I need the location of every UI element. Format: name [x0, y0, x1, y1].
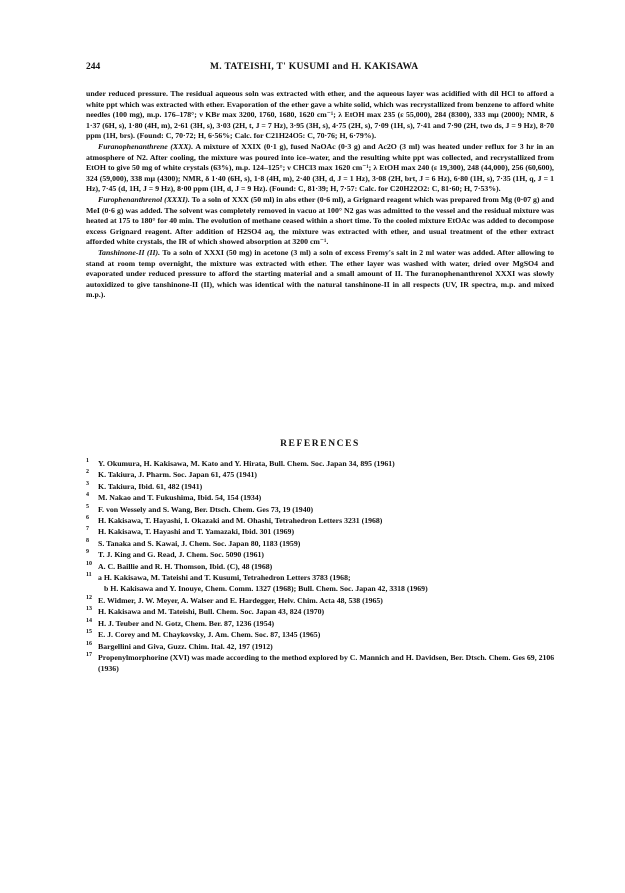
reference-item: 10 A. C. Baillie and R. H. Thomson, Ibid. (C), 48 (1968) — [86, 560, 273, 571]
paragraph-lead: Tanshinone-II (II). — [98, 247, 161, 257]
reference-number: 2 — [86, 469, 89, 476]
reference-item: 6 H. Kakisawa, T. Hayashi, I. Okazaki and M. Ohashi, Tetrahedron Letters 3231 (1968) — [86, 515, 383, 526]
reference-item: 3 K. Takiura, Ibid. 61, 482 (1941) — [86, 480, 203, 491]
paragraph-lead: Furanophenanthrene (XXX). — [98, 141, 194, 151]
reference-number: 10 — [86, 560, 92, 567]
reference-item: 11 a H. Kakisawa, M. Tateishi and T. Kusumi, Tetrahedron Letters 3783 (1968; — [86, 572, 351, 583]
reference-subitem: b H. Kakisawa and Y. Inouye, Chem. Comm. 1327 (1968); Bull. Chem. Soc. Japan 42, 3318 (1969) — [104, 584, 428, 594]
body-paragraph: Furophenanthrenol (XXXI). To a soln of XXX (50 ml) in abs ether (0·6 ml), a Grignard reagent which was prepared from Mg (0·07 g) and MeI (0·6 g) was added. The solvent was completely removed in vacuo at 100° N2 gas was admitted to the vessel and the residual mixture was heated at 175 to 180° for 40 min. The evolution of methane ceased within a short time. To the cooled mixture EtOAc was added to decompose excess Grignard reagent. After addition of H2SO4 aq, the mixture was extracted with ether, and usual treatment of the ether extract afforded white crystals, the IR of which showed absorption at 3200 cm⁻¹. — [86, 194, 554, 247]
running-head: M. TATEISHI, T' KUSUMI and H. KAKISAWA — [210, 62, 419, 72]
reference-item: 1 Y. Okumura, H. Kakisawa, M. Kato and Y. Hirata, Bull. Chem. Soc. Japan 34, 895 (1961) — [86, 458, 395, 468]
reference-number: 9 — [86, 549, 89, 556]
body-paragraph: Furanophenanthrene (XXX). A mixture of XXIX (0·1 g), fused NaOAc (0·3 g) and Ac2O (3 ml) was heated under reflux for 3 hr in an atmosphere of N2. After cooling, the mixture was poured into ice–water, and the resulting white ppt was collected, and recrystallized from EtOH to give 50 mg of white crystals (63%), m.p. 124–125°; ν CHCl3 max 1620 cm⁻¹; λ EtOH max 240 (ε 19,300), 248 (44,000), 256 (60,600), 324 (59,000), 338 mμ (4300); NMR, δ 1·40 (6H, s), 1·8 (4H, m), 2·40 (3H, d, J = 1 Hz), 3·08 (2H, brt, J = 6 Hz), 6·80 (1H, s), 7·35 (1H, q, J = 1 Hz), 7·45 (d, 1H, J = 9 Hz), 8·00 ppm (1H, d, J = 9 Hz). (Found: C, 81·39; H, 7·57: Calc. for C20H22O2: C, 81·60; H, 7·53%). — [86, 141, 554, 194]
reference-number: 3 — [86, 480, 89, 487]
reference-number: 16 — [86, 640, 92, 647]
reference-item: 2 K. Takiura, J. Pharm. Soc. Japan 61, 475 (1941) — [86, 469, 257, 480]
body-paragraph: under reduced pressure. The residual aqueous soln was extracted with ether, and the aqueous layer was acidified with dil HCl to afford a white ppt which was extracted with ether. Evaporation of the ether gave a white solid, which was recrystallized from benzene to afford white needles (100 mg), m.p. 176–178°; ν KBr max 3200, 1760, 1680, 1620 cm⁻¹; λ EtOH max 235 (ε 55,000), 284 (8300), 333 mμ (2000); NMR, δ 1·37 (6H, s), 1·80 (4H, m), 2·61 (3H, s), 3·03 (2H, t, J = 7 Hz), 3·95 (3H, s), 4·75 (2H, s), 7·09 (1H, s), 7·41 and 7·90 (2H, two ds, J = 9 Hz), 8·70 ppm (1H, brs). (Found: C, 70·72; H, 6·56%; Calc. for C21H24O5: C, 70·76; H, 6·79%). — [86, 89, 554, 141]
reference-number: 6 — [86, 515, 89, 522]
paragraph-lead: Furophenanthrenol (XXXI). — [98, 194, 190, 204]
reference-item: 12 E. Widmer, J. W. Meyer, A. Walser and E. Hardegger, Helv. Chim. Acta 48, 538 (1965) — [86, 594, 383, 605]
reference-number: 7 — [86, 526, 89, 533]
references-heading: REFERENCES — [280, 439, 360, 449]
reference-item: 9 T. J. King and G. Read, J. Chem. Soc. 5090 (1961) — [86, 549, 264, 560]
reference-number: 13 — [86, 606, 92, 613]
reference-item: 17 Propenylmorphorine (XVI) was made according to the method explored by C. Mannich and H. Davidsen, Ber. Dtsch. Chem. Ges 69, 2106 (1936) — [86, 651, 555, 674]
reference-number: 15 — [86, 629, 92, 636]
reference-number: 12 — [86, 594, 92, 601]
reference-number: 17 — [86, 651, 92, 658]
reference-item: 4 M. Nakao and T. Fukushima, Ibid. 54, 154 (1934) — [86, 492, 262, 503]
page-header — [86, 62, 554, 76]
page-number: 244 — [86, 62, 101, 72]
reference-number: 4 — [86, 492, 89, 499]
reference-number: 14 — [86, 617, 92, 624]
experimental-body — [86, 89, 554, 301]
body-paragraph: Tanshinone-II (II). To a soln of XXXI (50 mg) in acetone (3 ml) a soln of excess Fremy's salt in 2 ml water was added. After allowing to stand at room temp overnight, the mixture was extracted with ether. The ether layer was washed with water, dried over MgSO4 and evaporated under reduced pressure to afford the starting material and a small amount of II. The furanophenanthrenol XXXI was slowly autoxidized to give tanshinone-II (II), which was identical with the natural tanshinone-II in all respects (UV, IR spectra, m.p. and mixed m.p.). — [86, 247, 554, 300]
reference-item: 8 S. Tanaka and S. Kawai, J. Chem. Soc. Japan 80, 1183 (1959) — [86, 537, 301, 548]
reference-item: 13 H. Kakisawa and M. Tateishi, Bull. Chem. Soc. Japan 43, 824 (1970) — [86, 606, 325, 617]
reference-number: 5 — [86, 503, 89, 510]
reference-item: 5 F. von Wessely and S. Wang, Ber. Dtsch. Chem. Ges 73, 19 (1940) — [86, 503, 314, 514]
reference-item: 14 H. J. Teuber and N. Gotz, Chem. Ber. 87, 1236 (1954) — [86, 617, 275, 628]
reference-item: 15 E. J. Corey and M. Chaykovsky, J. Am. Chem. Soc. 87, 1345 (1965) — [86, 629, 321, 640]
reference-number: 11 — [86, 572, 92, 579]
reference-item: 16 Bargellini and Giva, Guzz. Chim. Ital. 42, 197 (1912) — [86, 640, 273, 651]
reference-number: 1 — [86, 458, 89, 464]
reference-item: 7 H. Kakisawa, T. Hayashi and T. Yamazaki, Ibid. 301 (1969) — [86, 526, 295, 537]
references-list — [86, 458, 556, 675]
reference-number: 8 — [86, 537, 89, 544]
